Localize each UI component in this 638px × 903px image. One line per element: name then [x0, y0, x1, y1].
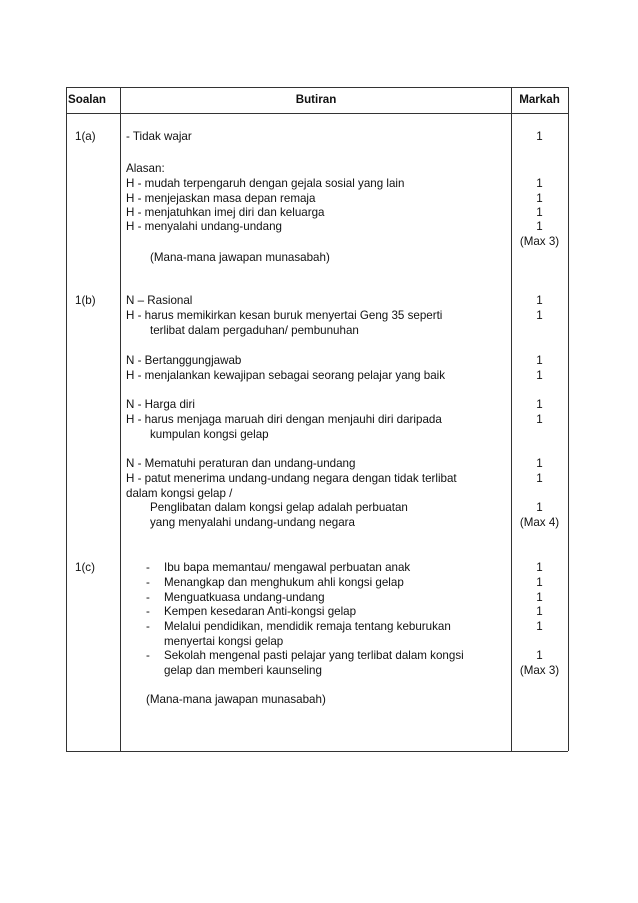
q1c-mark: 1: [536, 605, 543, 618]
header-bottom-border: [66, 113, 568, 114]
q1c-line: gelap dan memberi kaunseling: [164, 664, 322, 677]
q1b-mark: 1: [536, 501, 543, 514]
q1b-mark: 1: [536, 457, 543, 470]
q1a-item: H - mudah terpengaruh dengan gejala sosial yang lain: [126, 177, 405, 190]
q1c-line: Kempen kesedaran Anti-kongsi gelap: [164, 605, 357, 618]
q1c-mark: 1: [536, 620, 543, 633]
q1b-mark: 1: [536, 369, 543, 382]
q1c-mark: 1: [536, 591, 543, 604]
q1b-line: N - Bertanggungjawab: [126, 354, 242, 367]
q1a-item: H - menjejaskan masa depan remaja: [126, 192, 316, 205]
q1c-note: (Mana-mana jawapan munasabah): [146, 693, 326, 706]
q1b-max-mark: (Max 4): [519, 516, 560, 529]
q1b-mark: 1: [536, 398, 543, 411]
q1c-max-mark: (Max 3): [519, 664, 560, 677]
q1b-line: dalam kongsi gelap /: [126, 487, 233, 500]
q1b-line: H - harus menjaga maruah diri dengan menjauhi diri daripada: [126, 413, 442, 426]
q1c-mark: 1: [536, 576, 543, 589]
q1c-line: Ibu bapa memantau/ mengawal perbuatan anak: [164, 561, 411, 574]
q1c-line: Melalui pendidikan, mendidik remaja tentang keburukan: [164, 620, 451, 633]
q1c-bullet: -: [146, 576, 150, 589]
q1c-bullet: -: [146, 649, 150, 662]
question-label-1c: 1(c): [75, 561, 95, 574]
q1c-line: menyertai kongsi gelap: [164, 635, 284, 648]
q1a-item: H - menyalahi undang-undang: [126, 220, 282, 233]
q1b-mark: 1: [536, 294, 543, 307]
q1a-mark: 1: [536, 177, 543, 190]
q1b-line: H - menjalankan kewajipan sebagai seorang pelajar yang baik: [126, 369, 446, 382]
q1b-mark: 1: [536, 472, 543, 485]
q1b-line: N – Rasional: [126, 294, 193, 307]
q1a-mark: 1: [536, 206, 543, 219]
q1b-line: Penglibatan dalam kongsi gelap adalah perbuatan: [150, 501, 408, 514]
q1a-mark: 1: [536, 220, 543, 233]
q1b-line: H - harus memikirkan kesan buruk menyertai Geng 35 seperti: [126, 309, 443, 322]
q1c-bullet: -: [146, 605, 150, 618]
table-left-border: [66, 87, 67, 751]
q1b-line: H - patut menerima undang-undang negara dengan tidak terlibat: [126, 472, 457, 485]
header-markah: Markah: [519, 93, 560, 106]
q1c-bullet: -: [146, 591, 150, 604]
column-divider-1: [120, 87, 121, 751]
q1b-line: yang menyalahi undang-undang negara: [150, 516, 355, 529]
q1b-mark: 1: [536, 354, 543, 367]
q1a-item: H - menjatuhkan imej diri dan keluarga: [126, 206, 325, 219]
q1a-note: (Mana-mana jawapan munasabah): [150, 251, 330, 264]
header-soalan: Soalan: [68, 93, 107, 106]
q1c-bullet: -: [146, 561, 150, 574]
table-right-border: [568, 87, 569, 751]
question-label-1b: 1(b): [75, 294, 96, 307]
table-bottom-border: [66, 751, 568, 752]
table-top-border: [66, 87, 568, 88]
q1c-line: Sekolah mengenal pasti pelajar yang terlibat dalam kongsi: [164, 649, 464, 662]
q1c-line: Menangkap dan menghukum ahli kongsi gelap: [164, 576, 404, 589]
q1a-alasan-label: Alasan:: [126, 162, 165, 175]
q1c-mark: 1: [536, 561, 543, 574]
q1b-line: N - Harga diri: [126, 398, 195, 411]
q1a-mark: 1: [536, 192, 543, 205]
header-butiran: Butiran: [295, 93, 337, 106]
q1c-mark: 1: [536, 649, 543, 662]
q1a-max-mark: (Max 3): [519, 235, 560, 248]
q1b-mark: 1: [536, 413, 543, 426]
q1c-line: Menguatkuasa undang-undang: [164, 591, 325, 604]
q1b-line: kumpulan kongsi gelap: [150, 428, 269, 441]
question-label-1a: 1(a): [75, 130, 96, 143]
q1a-mark: 1: [536, 130, 543, 143]
q1b-mark: 1: [536, 309, 543, 322]
q1c-bullet: -: [146, 620, 150, 633]
q1b-line: terlibat dalam pergaduhan/ pembunuhan: [150, 324, 359, 337]
q1a-answer: - Tidak wajar: [126, 130, 192, 143]
q1b-line: N - Mematuhi peraturan dan undang-undang: [126, 457, 356, 470]
